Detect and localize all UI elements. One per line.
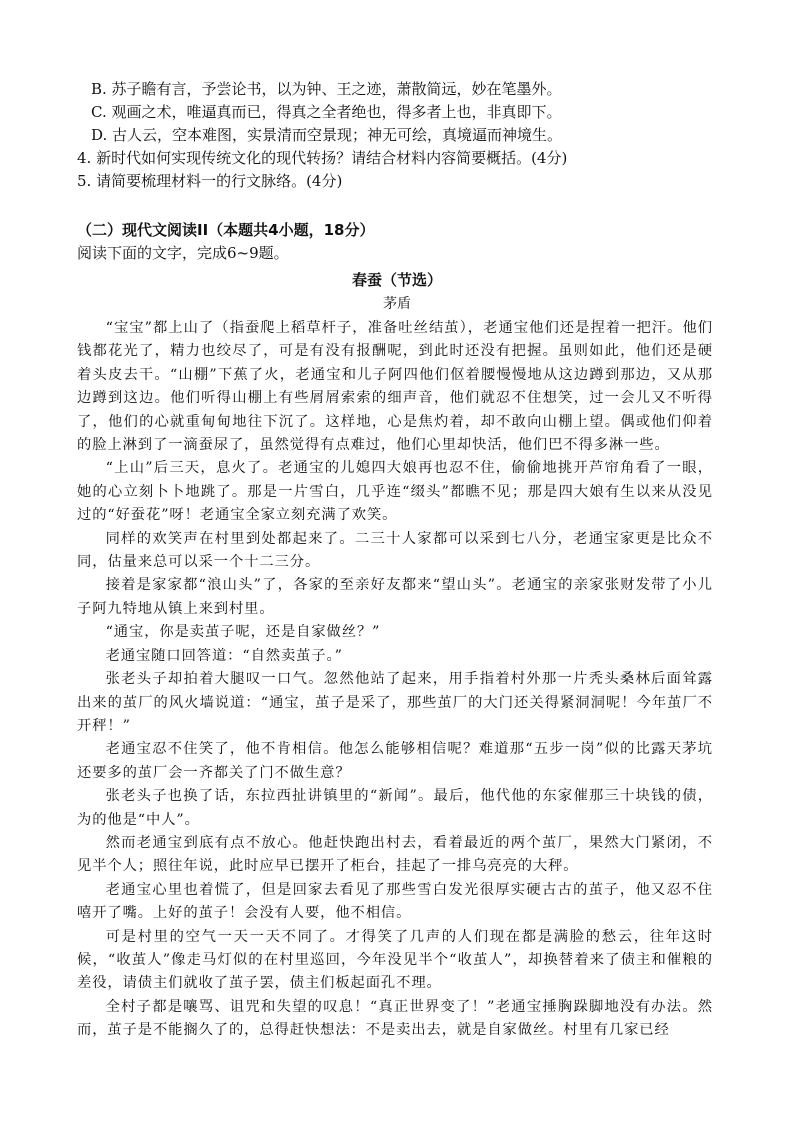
paragraph: 接着是家家都“浪山头”了，各家的至亲好友都来“望山头”。老通宝的亲家张财发带了小儿子阿九特地从镇上来到村里。: [77, 577, 713, 617]
paragraph: “上山”后三天，息火了。老通宝的儿媳四大娘再也忍不住，偷偷地挑开芦帘角看了一眼，她的心立刻卜卜地跳了。那是一片雪白，几乎连“缀头”都瞧不见；那是四大娘有生以来从没见过的“好蚕花”呀！老通宝全家立刻充满了欢笑。: [77, 460, 713, 524]
question-5: 5. 请简要梳理材料一的行文脉络。(4分): [77, 172, 343, 190]
paragraph: 张老头子却拍着大腿叹一口气。忽然他站了起来，用手指着村外那一片秃头桑林后面耸露出来的茧厂的风火墙说道：“通宝，茧子是采了，那些茧厂的大门还关得紧洞洞呢！今年茧厂不开秤！”: [77, 671, 713, 734]
option-b: B. 苏子瞻有言，予尝论书，以为钟、王之迹，萧散简远，妙在笔墨外。: [91, 80, 562, 98]
question-4: 4. 新时代如何实现传统文化的现代转扬？请结合材料内容简要概括。(4分): [77, 149, 568, 167]
section-heading: （二）现代文阅读II（本题共4小题，18分）: [77, 221, 375, 239]
paragraph: “通宝，你是卖茧子呢，还是自家做丝？”: [105, 624, 381, 641]
section-instruction: 阅读下面的文字，完成6~9题。: [77, 244, 289, 262]
passage-body: [77, 317, 713, 1043]
passage-title: 春蚕（节选）: [351, 271, 442, 289]
paragraph: 张老头子也换了话，东拉西扯讲镇里的“新闻”。最后，他代他的东家催那三十块钱的债，为的他是“中人”。: [77, 788, 713, 828]
option-d: D. 古人云，空本难图，实景清而空景现；神无可绘，真境逼而神境生。: [91, 126, 563, 144]
option-c: C. 观画之术，唯逼真而已，得真之全者绝也，得多者上也，非真即下。: [91, 103, 562, 121]
passage-author: 茅盾: [383, 296, 411, 312]
paragraph: “宝宝”都上山了（指蚕爬上稻草杆子，准备吐丝结茧），老通宝他们还是捏着一把汗。他们钱都花光了，精力也绞尽了，可是有没有报酬呢，到此时还没有把握。虽则如此，他们还是硬着头皮去干。“山棚”下蕉了火，老通宝和儿子阿四他们伛着腰慢慢地从这边蹲到那边，又从那边蹲到这边。他们听得山棚上有些屑屑索索的细声音，他们就忍不住想笑，过一会儿又不听得了，他们的心就重甸甸地往下沉了。这样地，心是焦灼着，却不敢向山棚上望。偶或他们仰着的脸上淋到了一滴蚕尿了，虽然觉得有点难过，他们心里却快活，他们巴不得多淋一些。: [77, 320, 713, 454]
paragraph: 可是村里的空气一天一天不同了。才得笑了几声的人们现在都是满脸的愁云，往年这时候，“收茧人”像走马灯似的在村里巡回，今年没见半个“收茧人”，却换替着来了债主和催粮的差役，请债主们就收了茧子罢，债主们板起面孔不理。: [77, 928, 713, 992]
paragraph: 然而老通宝到底有点不放心。他赶快跑出村去，看着最近的两个茧厂，果然大门紧闭，不见半个人；照往年说，此时应早已摆开了柜台，挂起了一排乌亮亮的大秤。: [77, 834, 713, 875]
paragraph: 老通宝心里也着慌了，但是回家去看见了那些雪白发光很厚实硬古古的茧子，他又忍不住嘻开了嘴。上好的茧子！会没有人要，他不相信。: [77, 881, 713, 922]
paragraph: 老通宝忍不住笑了，他不肯相信。他怎么能够相信呢？难道那“五步一岗”似的比露天茅坑还要多的茧厂会一齐都关了门不做生意？: [77, 741, 713, 781]
paragraph: 全村子都是嚷骂、诅咒和失望的叹息！“真正世界变了！”老通宝捶胸跺脚地没有办法。然而，茧子是不能搁久了的，总得赶快想法：不是卖出去，就是自家做丝。村里有几家已经: [77, 998, 713, 1039]
paragraph: 老通宝随口回答道：“自然卖茧子。”: [105, 647, 343, 664]
paragraph: 同样的欢笑声在村里到处都起来了。二三十人家都可以采到七八分，老通宝家更是比众不同，估量来总可以采一个十二三分。: [77, 530, 713, 571]
